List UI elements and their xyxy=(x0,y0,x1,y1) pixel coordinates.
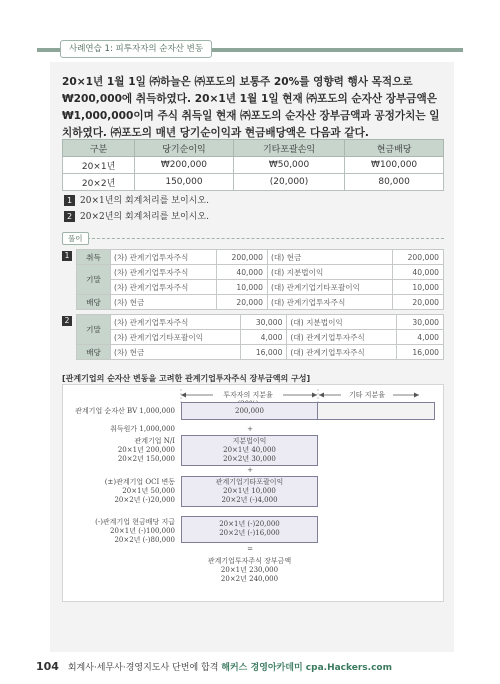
debit-amount: 4,000 xyxy=(240,330,287,345)
table-row xyxy=(77,315,444,330)
journal-table-2 xyxy=(76,314,444,360)
ni-label xyxy=(63,437,175,464)
table-cell: ₩50,000 xyxy=(233,157,344,174)
debit-account: (차) 현금 xyxy=(111,345,241,360)
debit-account: (차) 관계기업투자주식 xyxy=(111,250,217,265)
question-text: 20×1년의 회계처리를 보이시오. xyxy=(80,196,209,206)
table-row xyxy=(77,280,444,295)
oci-line: 관계기업기타포괄이익 xyxy=(215,478,284,486)
dividend-line: 20×1년 (-)20,000 xyxy=(219,520,280,528)
credit-account: (대) 관계기업투자주식 xyxy=(287,345,397,360)
dividend-line: 20×2년 (-)16,000 xyxy=(219,529,280,537)
credit-account: (대) 지분법이익 xyxy=(267,265,392,280)
ni-label-line: 관계기업 N/I xyxy=(134,437,175,445)
footer-text: 회계사·세무사·경영지도사 단번에 합격 xyxy=(67,663,219,673)
result-line: 20×2년 240,000 xyxy=(220,575,279,583)
oci-text xyxy=(181,478,318,505)
equity-income-line: 20×2년 30,000 xyxy=(223,455,276,463)
carrying-amount-result xyxy=(181,557,318,584)
problem-text: 20×1년 1월 1일 ㈜하늘은 ㈜포도의 보통주 20%를 영향력 행사 목적으로 ₩200,000에 취득하였다. 20×1년 1월 1일 현재 ㈜포도의 순자산 장부금액은 ₩1,000,000이며 주식 취득일 현재 ㈜포도의 순자산 장부금액과 공정가치는 일치하였다. ㈜포도의 매년 당기순이익과 현금배당액은 다음과 같다. xyxy=(62,76,440,139)
debit-account: (차) 관계기업기타포괄이익 xyxy=(111,330,241,345)
debit-amount: 10,000 xyxy=(216,280,267,295)
entry-category: 기말 xyxy=(77,315,111,345)
oci-line: 20×2년 (-)4,000 xyxy=(221,496,278,504)
table-cell: (20,000) xyxy=(233,174,344,191)
debit-amount: 30,000 xyxy=(240,315,287,330)
oci-label-line: (±)관계기업 OCI 변동 xyxy=(104,478,175,486)
credit-amount: 30,000 xyxy=(397,315,444,330)
diagram-title: [관계기업의 순자산 변동을 고려한 관계기업투자주식 장부금액의 구성] xyxy=(62,374,311,383)
credit-amount: 10,000 xyxy=(392,280,443,295)
debit-account: (차) 관계기업투자주식 xyxy=(111,280,217,295)
section-title: 사례연습 1: 피투자자의 순자산 변동 xyxy=(60,40,212,58)
journal-table-1 xyxy=(76,249,444,310)
table-cell: 150,000 xyxy=(135,174,234,191)
entry-category: 배당 xyxy=(77,345,111,360)
page-footer xyxy=(36,660,392,673)
ni-label-line: 20×2년 150,000 xyxy=(117,455,175,463)
header-investor-share: 투자자의 지분율 xyxy=(223,391,273,399)
table-cell: 80,000 xyxy=(345,174,444,191)
dividend-label-line: 20×1년 (-)100,000 xyxy=(110,527,175,535)
table-row xyxy=(77,295,444,310)
net-assets-label: 관계기업 순자산 BV 1,000,000 xyxy=(75,407,175,415)
result-line: 20×1년 230,000 xyxy=(220,566,279,574)
question-1 xyxy=(64,193,209,206)
table-row xyxy=(63,174,444,191)
answer-badge-1: 1 xyxy=(62,251,72,261)
credit-amount: 16,000 xyxy=(397,345,444,360)
page-number: 104 xyxy=(36,660,59,673)
entry-category: 기말 xyxy=(77,265,111,295)
ni-label-line: 20×1년 200,000 xyxy=(117,446,175,454)
oci-line: 20×1년 10,000 xyxy=(223,487,276,495)
equity-income-line: 지분법이익 xyxy=(232,437,267,445)
table-header: 구분 xyxy=(63,140,135,157)
question-2 xyxy=(64,209,209,222)
equity-income-line: 20×1년 40,000 xyxy=(223,446,276,454)
credit-account: (대) 관계기업투자주식 xyxy=(287,330,397,345)
table-row xyxy=(77,330,444,345)
debit-amount: 20,000 xyxy=(216,295,267,310)
dividend-label xyxy=(63,518,175,545)
credit-account: (대) 지분법이익 xyxy=(287,315,397,330)
credit-account: (대) 관계기업기타포괄이익 xyxy=(267,280,392,295)
debit-account: (차) 현금 xyxy=(111,295,217,310)
oci-label xyxy=(63,478,175,505)
table-cell: ₩100,000 xyxy=(345,157,444,174)
question-number: 2 xyxy=(64,211,75,222)
entry-category: 배당 xyxy=(77,295,111,310)
dividend-label-line: (-)관계기업 현금배당 지급 xyxy=(95,518,175,526)
table-cell: 20×2년 xyxy=(63,174,135,191)
question-number: 1 xyxy=(64,195,75,206)
table-header: 당기순이익 xyxy=(135,140,234,157)
footer-brand: 해커스 경영아카데미 cpa.Hackers.com xyxy=(221,663,392,673)
table-row xyxy=(77,265,444,280)
entry-category: 취득 xyxy=(77,250,111,265)
credit-amount: 4,000 xyxy=(397,330,444,345)
solution-divider xyxy=(62,238,444,239)
dividend-label-line: 20×2년 (-)80,000 xyxy=(114,536,175,544)
debit-account: (차) 관계기업투자주식 xyxy=(111,265,217,280)
debit-amount: 16,000 xyxy=(240,345,287,360)
answer-badge-2: 2 xyxy=(62,316,72,326)
plus-sign: + xyxy=(247,466,253,474)
equity-method-diagram xyxy=(62,384,444,602)
credit-account: (대) 관계기업투자주식 xyxy=(267,295,392,310)
credit-account: (대) 현금 xyxy=(267,250,392,265)
debit-account: (차) 관계기업투자주식 xyxy=(111,315,241,330)
dividend-text xyxy=(181,520,318,538)
table-header-row xyxy=(63,140,444,157)
oci-label-line: 20×2년 (-)20,000 xyxy=(114,496,175,504)
credit-amount: 20,000 xyxy=(392,295,443,310)
result-line: 관계기업투자주식 장부금액 xyxy=(207,557,292,565)
table-row xyxy=(77,250,444,265)
debit-amount: 40,000 xyxy=(216,265,267,280)
table-header: 기타포괄손익 xyxy=(233,140,344,157)
equals-sign: = xyxy=(247,545,253,553)
credit-amount: 200,000 xyxy=(392,250,443,265)
equity-income-text xyxy=(181,437,318,464)
table-cell: ₩200,000 xyxy=(135,157,234,174)
table-row xyxy=(63,157,444,174)
solution-tag: 풀이 xyxy=(62,232,89,245)
table-header: 현금배당 xyxy=(345,140,444,157)
table-row xyxy=(77,345,444,360)
acquisition-cost-label: 취득원가 1,000,000 xyxy=(110,425,175,433)
credit-amount: 40,000 xyxy=(392,265,443,280)
header-other-share: 기타 지분율 xyxy=(348,391,386,399)
debit-amount: 200,000 xyxy=(216,250,267,265)
question-text: 20×2년의 회계처리를 보이시오. xyxy=(80,212,209,222)
data-table xyxy=(62,139,444,191)
oci-label-line: 20×1년 50,000 xyxy=(122,487,175,495)
table-cell: 20×1년 xyxy=(63,157,135,174)
investor-share-value: 200,000 xyxy=(235,407,264,415)
plus-sign: + xyxy=(247,425,253,433)
